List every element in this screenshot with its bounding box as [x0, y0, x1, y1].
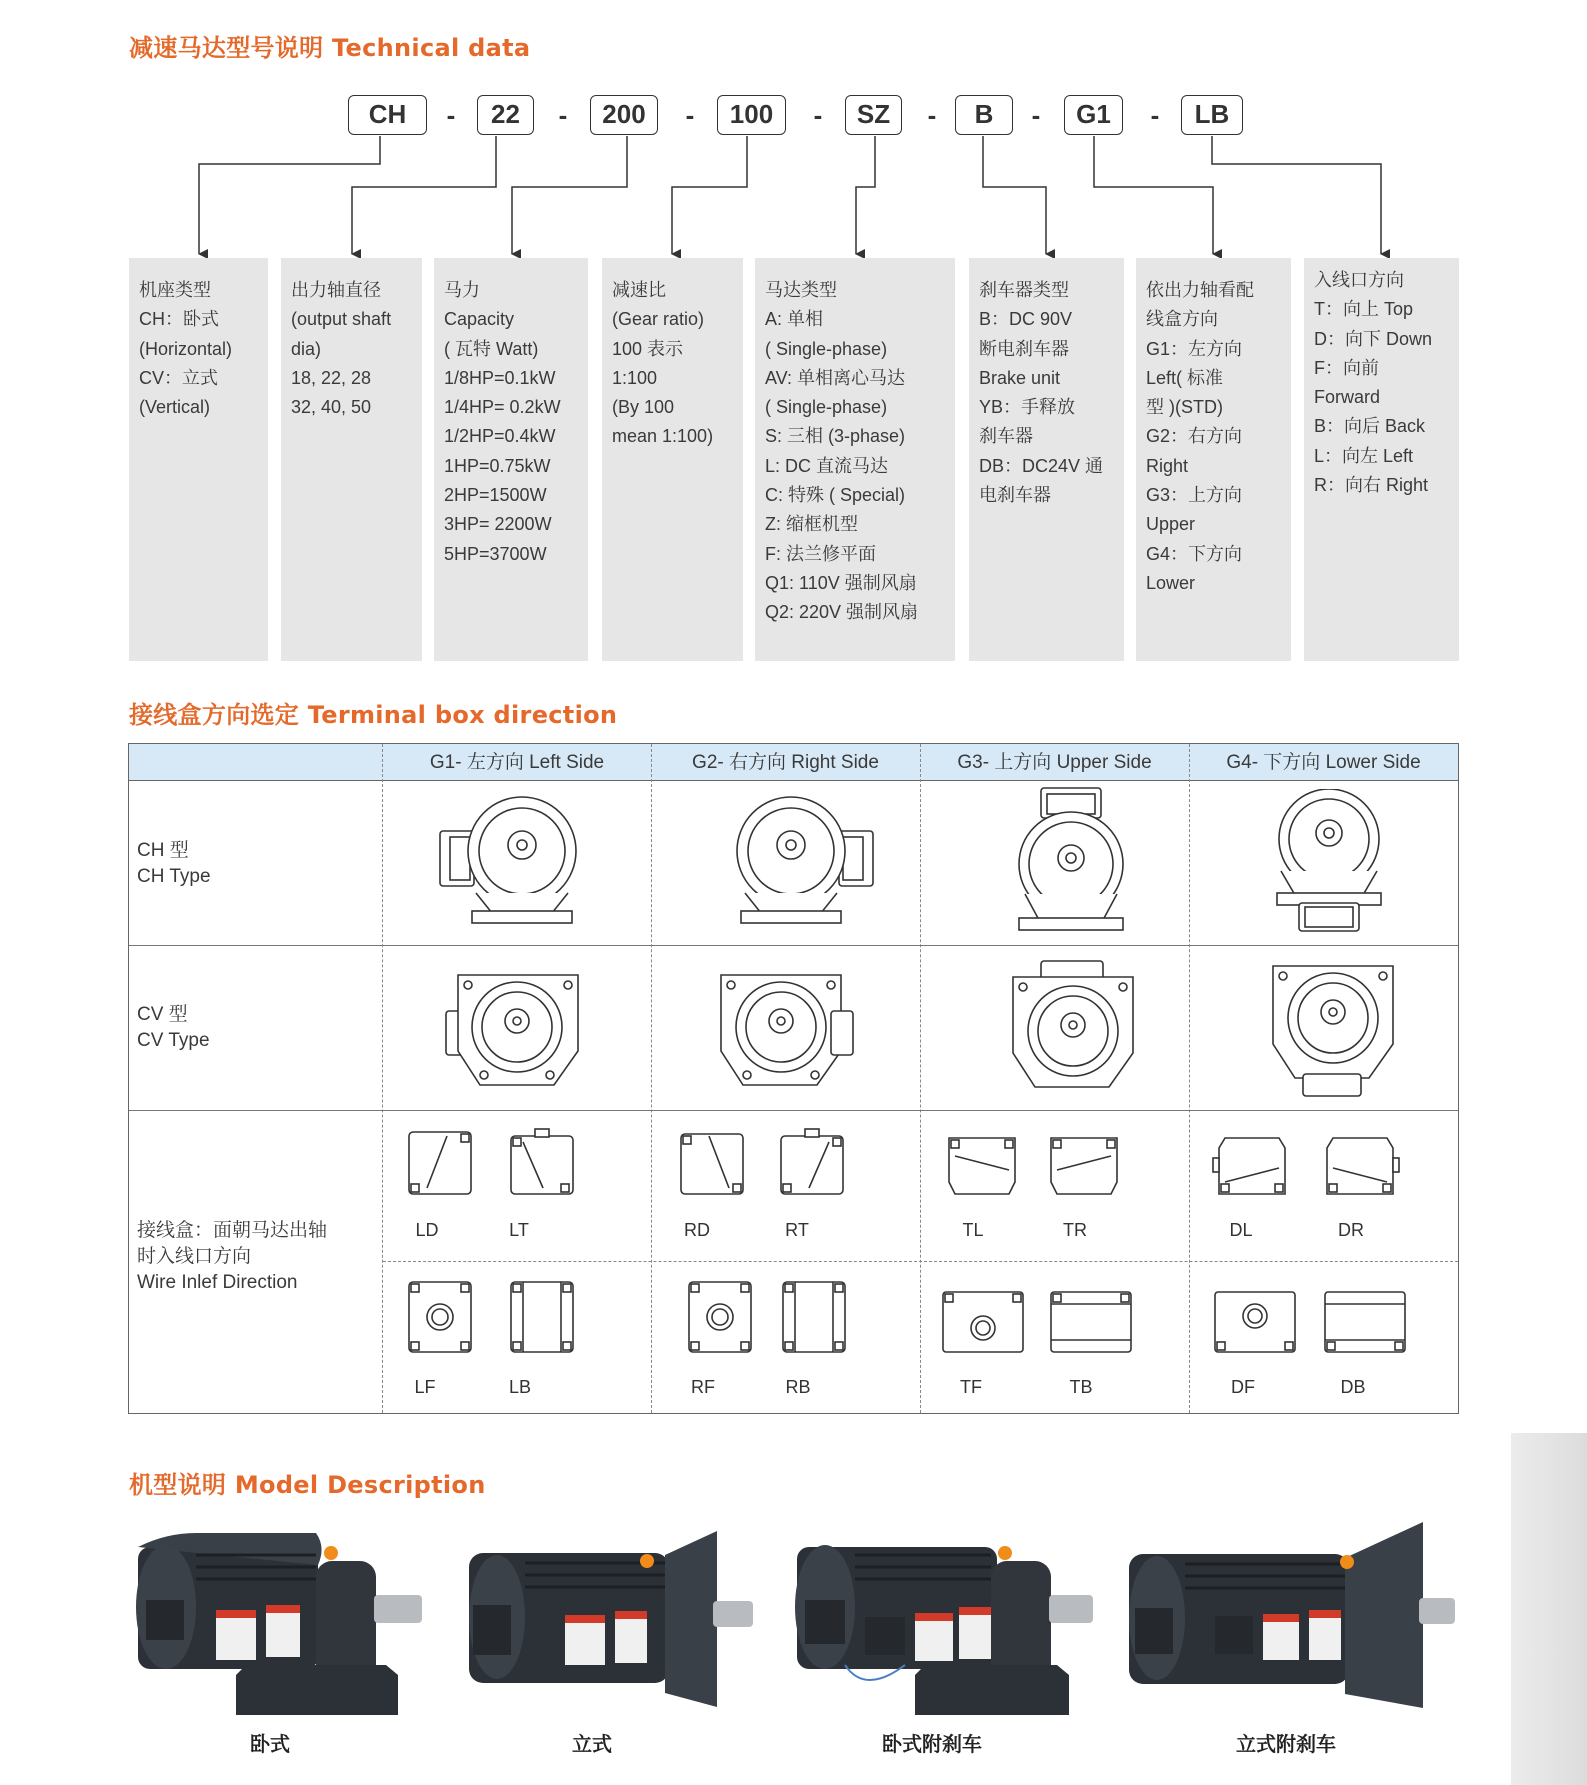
wire-label-rd: RD: [684, 1220, 710, 1240]
cv-lower-diagram: [1269, 964, 1399, 1104]
info-line: Lower: [1146, 572, 1196, 593]
technical-data-title: 减速马达型号说明 Technical data: [129, 34, 531, 62]
wire-diagrams-g2-top: [669, 1126, 919, 1206]
info-line: ( 瓦特 Watt): [444, 338, 539, 359]
info-line: 线盒方向: [1146, 309, 1218, 330]
info-line: C: 特殊 ( Special): [765, 485, 906, 506]
ch-left-diagram: [434, 793, 604, 933]
info-column-inlet: [1304, 258, 1459, 661]
ch-lower-diagram: [1269, 789, 1399, 939]
info-line: CV：立式: [139, 367, 219, 388]
info-line: 1HP=0.75kW: [444, 455, 551, 476]
info-line: B：向后 Back: [1314, 416, 1426, 437]
motor-horizontal-brake-image: [785, 1525, 1100, 1720]
info-line: 刹车器类型: [979, 280, 1069, 300]
info-line: B：DC 90V: [979, 309, 1073, 330]
column-divider: [1189, 744, 1190, 1413]
info-line: 32, 40, 50: [291, 397, 372, 418]
row-label-wire: [137, 1218, 327, 1296]
info-line: D：向下 Down: [1314, 328, 1433, 349]
info-line: 2HP=1500W: [444, 485, 547, 506]
wire-label-tb: TB: [1069, 1377, 1093, 1397]
info-column-motor-type: [755, 258, 955, 661]
wire-label-lt: LT: [509, 1220, 529, 1240]
header-g1: G1- 左方向 Left Side: [429, 752, 605, 773]
code-separator: -: [685, 100, 695, 130]
info-line: Right: [1146, 455, 1189, 476]
info-line: (Gear ratio): [612, 309, 705, 330]
row-label-ch-cn: CH 型: [137, 840, 189, 861]
motor-vertical-image: [455, 1525, 760, 1720]
header-g3: G3- 上方向 Upper Side: [957, 752, 1152, 773]
motor-vertical-brake-image: [1125, 1518, 1460, 1718]
code-segment-brake: B: [955, 95, 1013, 135]
row-divider: [383, 1261, 1458, 1262]
info-line: Forward: [1314, 387, 1381, 408]
row-label-cv: [137, 1002, 210, 1054]
terminal-box-title: 接线盒方向选定 Terminal box direction: [129, 701, 618, 729]
info-line: 1/8HP=0.1kW: [444, 367, 556, 388]
info-line: F：向前: [1314, 357, 1379, 378]
cv-left-diagram: [444, 971, 584, 1091]
info-line: 减速比: [612, 280, 666, 300]
model-description-title: 机型说明 Model Description: [129, 1471, 486, 1499]
info-line: ( Single-phase): [765, 338, 888, 359]
info-line: Upper: [1146, 514, 1196, 535]
info-line: G1：左方向: [1146, 338, 1243, 359]
column-divider: [651, 744, 652, 1413]
header-g4: G4- 下方向 Lower Side: [1226, 752, 1421, 773]
code-segment-shaft: 22: [477, 95, 534, 135]
code-separator: -: [813, 100, 823, 130]
cv-right-diagram: [717, 971, 857, 1091]
ch-upper-diagram: [1009, 784, 1139, 934]
code-connector-lines: [0, 0, 1587, 270]
info-line: Left( 标准: [1146, 367, 1224, 388]
info-line: CH：卧式: [139, 309, 219, 330]
info-line: ( Single-phase): [765, 397, 888, 418]
info-line: T：向上 Top: [1314, 299, 1414, 320]
info-line: L：向左 Left: [1314, 445, 1414, 466]
info-column-capacity: [434, 258, 588, 661]
info-line: 马力: [444, 280, 480, 300]
info-line: 1/4HP= 0.2kW: [444, 397, 561, 418]
model-caption-vertical: 立式: [572, 1732, 612, 1756]
info-line: 1:100: [612, 367, 658, 388]
info-line: G4：下方向: [1146, 543, 1243, 564]
wire-diagrams-g1-top: [397, 1126, 647, 1206]
wire-label-lb: LB: [508, 1377, 532, 1397]
info-line: dia): [291, 338, 322, 359]
row-label-cv-en: CV Type: [137, 1030, 210, 1051]
terminal-box-table: [128, 743, 1459, 1414]
info-line: L: DC 直流马达: [765, 455, 889, 476]
row-divider: [129, 1110, 1458, 1111]
wire-label-tl: TL: [962, 1220, 984, 1240]
info-line: 入线口方向: [1314, 270, 1404, 290]
code-segment-motor-type: SZ: [845, 95, 902, 135]
info-line: 5HP=3700W: [444, 543, 547, 564]
column-divider: [382, 744, 383, 1413]
wire-label-lf: LF: [414, 1377, 436, 1397]
info-line: 机座类型: [139, 280, 211, 300]
wire-diagrams-g3-top: [939, 1126, 1189, 1206]
code-separator: -: [1150, 100, 1160, 130]
wire-diagrams-g4-top: [1209, 1126, 1459, 1206]
wire-diagrams-g3-bottom: [939, 1274, 1189, 1359]
info-line: (Horizontal): [139, 338, 233, 359]
wire-label-rt: RT: [785, 1220, 809, 1240]
info-line: 出力轴直径: [291, 280, 381, 300]
info-line: 断电刹车器: [979, 338, 1069, 359]
wire-label-tr: TR: [1063, 1220, 1087, 1240]
wire-label-rf: RF: [691, 1377, 715, 1397]
code-segment-terminal: G1: [1064, 95, 1123, 135]
code-segment-inlet: LB: [1181, 95, 1243, 135]
row-label-wire-cn1: 接线盒：面朝马达出轴: [137, 1220, 328, 1241]
info-line: 型 )(STD): [1146, 397, 1223, 418]
model-caption-horizontal: 卧式: [250, 1732, 290, 1756]
code-separator: -: [1031, 100, 1041, 130]
info-line: S: 三相 (3-phase): [765, 426, 906, 447]
wire-label-rb: RB: [785, 1377, 811, 1397]
code-segment-ch: CH: [348, 95, 427, 135]
wire-label-dl: DL: [1229, 1220, 1253, 1240]
info-line: 电刹车器: [979, 485, 1051, 506]
ch-right-diagram: [709, 793, 879, 933]
wire-label-dr: DR: [1338, 1220, 1364, 1240]
info-line: 依出力轴看配: [1146, 280, 1254, 300]
info-line: G3：上方向: [1146, 485, 1243, 506]
info-line: Z: 缩框机型: [765, 514, 858, 535]
info-column-frame: [129, 258, 268, 661]
info-line: A: 单相: [765, 309, 824, 330]
info-line: (Vertical): [139, 397, 211, 418]
code-separator: -: [558, 100, 568, 130]
wire-label-tf: TF: [960, 1377, 982, 1397]
info-column-brake: [969, 258, 1124, 661]
row-label-wire-en: Wire Inlef Direction: [137, 1272, 298, 1293]
wire-diagrams-g2-bottom: [669, 1274, 919, 1359]
info-line: DB：DC24V 通: [979, 455, 1104, 476]
model-caption-horizontal-brake: 卧式附刹车: [882, 1732, 982, 1756]
row-label-ch-en: CH Type: [137, 866, 211, 887]
wire-label-db: DB: [1340, 1377, 1366, 1397]
row-label-ch: [137, 838, 211, 890]
info-line: (By 100: [612, 397, 675, 418]
info-line: G2：右方向: [1146, 426, 1243, 447]
info-line: Capacity: [444, 309, 515, 330]
info-line: 18, 22, 28: [291, 367, 372, 388]
info-line: Q1: 110V 强制风扇: [765, 572, 917, 593]
wire-diagrams-g1-bottom: [397, 1274, 647, 1359]
info-line: Brake unit: [979, 367, 1061, 388]
info-line: (output shaft: [291, 309, 392, 330]
code-separator: -: [446, 100, 456, 130]
code-segment-ratio: 100: [717, 95, 786, 135]
info-line: mean 1:100): [612, 426, 714, 447]
wire-diagrams-g4-bottom: [1209, 1274, 1459, 1359]
info-line: Q2: 220V 强制风扇: [765, 602, 919, 623]
info-line: AV: 单相离心马达: [765, 367, 906, 388]
side-decoration: [1511, 1433, 1587, 1785]
row-label-wire-cn2: 时入线口方向: [137, 1246, 252, 1267]
row-label-cv-cn: CV 型: [137, 1004, 188, 1025]
info-line: 1/2HP=0.4kW: [444, 426, 556, 447]
info-column-terminal: [1136, 258, 1291, 661]
info-line: 马达类型: [765, 280, 837, 300]
info-line: 刹车器: [979, 426, 1033, 447]
wire-label-df: DF: [1231, 1377, 1255, 1397]
header-g2: G2- 右方向 Right Side: [692, 752, 879, 773]
info-line: 3HP= 2200W: [444, 514, 552, 535]
info-line: R：向右 Right: [1314, 475, 1429, 496]
motor-horizontal-image: [126, 1525, 431, 1720]
model-caption-vertical-brake: 立式附刹车: [1236, 1732, 1336, 1756]
info-column-shaft: [281, 258, 422, 661]
cv-upper-diagram: [1009, 959, 1139, 1094]
row-divider: [129, 945, 1458, 946]
info-column-ratio: [602, 258, 743, 661]
code-separator: -: [927, 100, 937, 130]
info-line: YB：手释放: [979, 397, 1076, 418]
column-divider: [920, 744, 921, 1413]
info-line: 100 表示: [612, 338, 684, 359]
wire-label-ld: LD: [415, 1220, 439, 1240]
code-segment-capacity: 200: [590, 95, 658, 135]
info-line: F: 法兰修平面: [765, 543, 876, 564]
